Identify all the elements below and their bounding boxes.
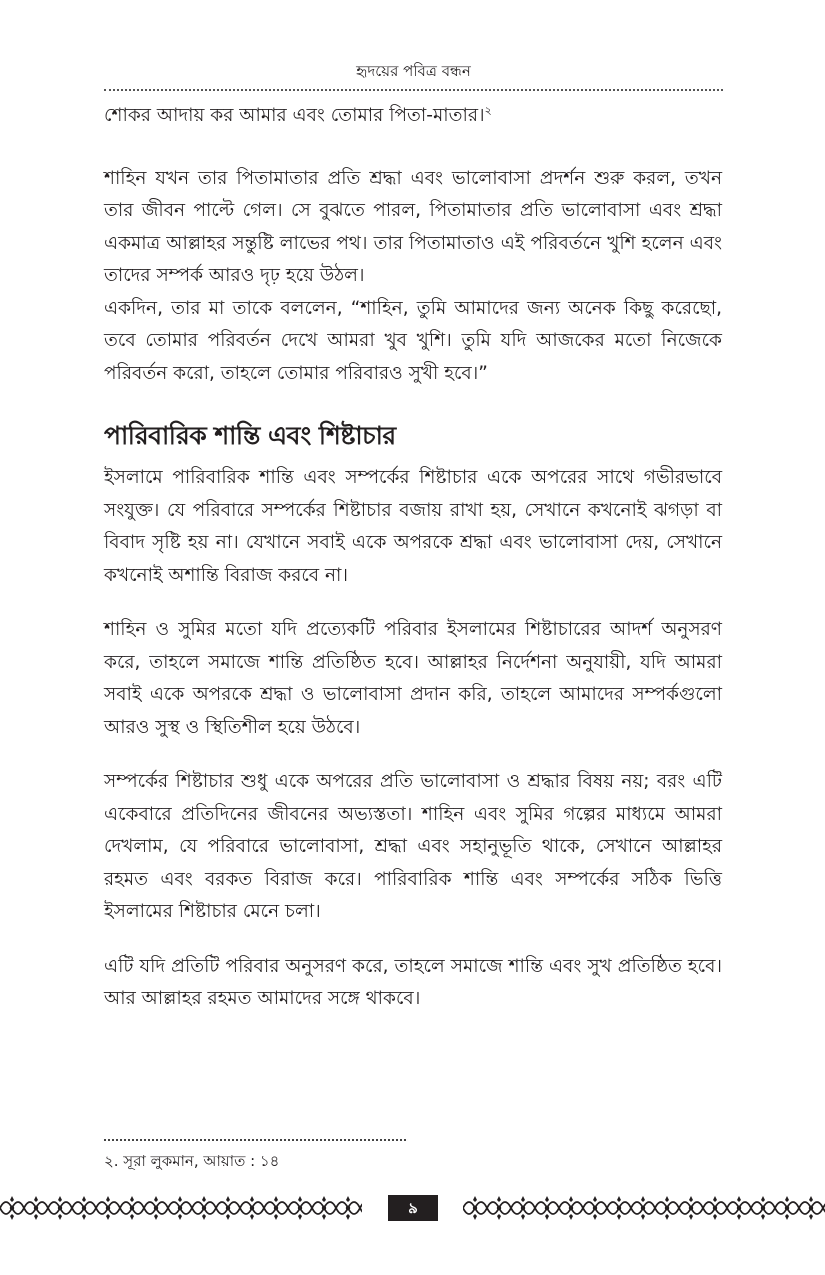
paragraph: একদিন, তার মা তাকে বললেন, “শাহিন, তুমি আমাদের জন্য অনেক কিছু করেছো, তবে তোমার পরিবর্তন দেখে আমরা খুব খুশি। তুমি যদি আজকের মতো নিজেকে পরিবর্তন করো, তাহলে তোমার পরিবারও সুখী হবে।” [104,297,722,384]
footnote: ২. সূরা লুকমান, আয়াত : ১৪ [104,1152,280,1170]
page-body [104,100,722,1016]
running-header: হৃদয়ের পবিত্র বন্ধন [356,62,471,80]
paragraph-continuation [104,100,722,133]
footnote-dotted-rule [104,1139,406,1141]
header-dotted-rule [104,89,723,91]
lattice-border-ornament-icon [0,1193,362,1223]
lattice-border-ornament-icon [463,1193,825,1223]
page-number-badge: ৯ [388,1195,438,1221]
paragraph: সম্পর্কের শিষ্টাচার শুধু একে অপরের প্রতি ভালোবাসা ও শ্রদ্ধার বিষয় নয়; বরং এটি একেবারে প্রতিদিনের জীবনের অভ্যস্ততা। শাহিন এবং সুমির গল্পের মাধ্যমে আমরা দেখলাম, যে পরিবারে ভালোবাসা, শ্রদ্ধা এবং সহানুভূতি থাকে, সেখানে আল্লাহর রহমত এবং বরকত বিরাজ করে। পারিবারিক শান্তি এবং সম্পর্কের সঠিক ভিত্তি ইসলামের শিষ্টাচার মেনে চলা। [104,771,722,922]
paragraph: শাহিন ও সুমির মতো যদি প্রত্যেকটি পরিবার ইসলামের শিষ্টাচারের আদর্শ অনুসরণ করে, তাহলে সমাজে শান্তি প্রতিষ্ঠিত হবে। আল্লাহর নির্দেশনা অনুযায়ী, যদি আমরা সবাই একে অপরকে শ্রদ্ধা ও ভালোবাসা প্রদান করি, তাহলে আমাদের সম্পর্কগুলো আরও সুস্থ ও স্থিতিশীল হয়ে উঠবে। [104,619,722,738]
footnote-reference[interactable]: ২ [484,103,492,117]
paragraph: এটি যদি প্রতিটি পরিবার অনুসরণ করে, তাহলে সমাজে শান্তি এবং সুখ প্রতিষ্ঠিত হবে। আর আল্লাহর রহমত আমাদের সঙ্গে থাকবে। [104,955,722,1009]
section-heading: পারিবারিক শান্তি এবং শিষ্টাচার [104,421,396,450]
paragraph: শাহিন যখন তার পিতামাতার প্রতি শ্রদ্ধা এবং ভালোবাসা প্রদর্শন শুরু করল, তখন তার জীবন পাল্টে গেল। সে বুঝতে পারল, পিতামাতার প্রতি ভালোবাসা এবং শ্রদ্ধা একমাত্র আল্লাহর সন্তুষ্টি লাভের পথ। তার পিতামাতাও এই পরিবর্তনে খুশি হলেন এবং তাদের সম্পর্ক আরও দৃঢ় হয়ে উঠল। [104,167,722,286]
paragraph-text: শোকর আদায় কর আমার এবং তোমার পিতা-মাতার। [104,105,485,126]
paragraph: ইসলামে পারিবারিক শান্তি এবং সম্পর্কের শিষ্টাচার একে অপরের সাথে গভীরভাবে সংযুক্ত। যে পরিবারে সম্পর্কের শিষ্টাচার বজায় রাখা হয়, সেখানে কখনোই ঝগড়া বা বিবাদ সৃষ্টি হয় না। যেখানে সবাই একে অপরকে শ্রদ্ধা এবং ভালোবাসা দেয়, সেখানে কখনোই অশান্তি বিরাজ করবে না। [104,467,722,586]
